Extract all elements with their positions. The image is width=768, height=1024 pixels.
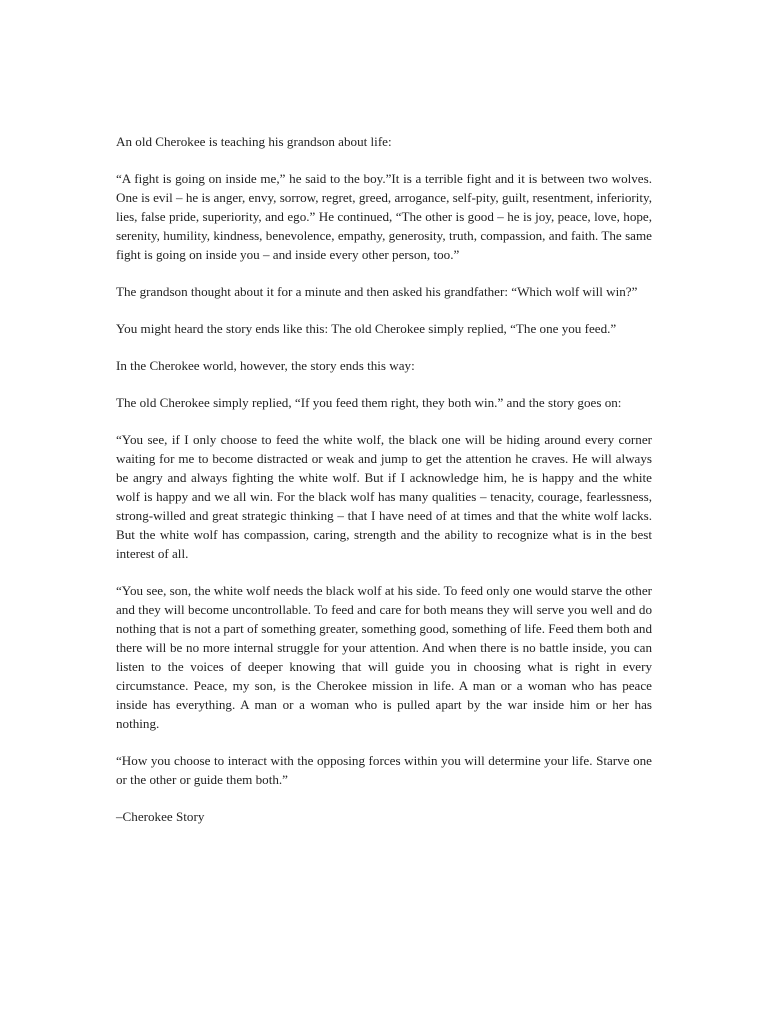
grandson-question-paragraph: The grandson thought about it for a minute and then asked his grandfather: “Which wolf will win?” bbox=[116, 284, 638, 299]
intro-paragraph: An old Cherokee is teaching his grandson about life: bbox=[116, 134, 392, 149]
attribution: –Cherokee Story bbox=[116, 809, 205, 824]
feed-both-paragraph: “You see, son, the white wolf needs the black wolf at his side. To feed only one would starve the other and they will become uncontrollable. To feed and care for both means they will serve you well and do nothing that is not a part of something greater, something good, something of life. Feed them both and there will be no more internal struggle for your attention. And when there is no battle inside, you can listen to the voices of deeper knowing that will guide you in choosing what is right in every circumstance. Peace, my son, is the Cherokee mission in life. A man or a woman who has peace inside has everything. A man or a woman who is pulled apart by the war inside him or her has nothing. bbox=[116, 583, 652, 731]
common-ending-paragraph: You might heard the story ends like this: The old Cherokee simply replied, “The one you feed.” bbox=[116, 321, 617, 336]
choose-interact-paragraph: “How you choose to interact with the opposing forces within you will determine your life. Starve one or the other or guide them both.” bbox=[116, 753, 652, 787]
document-page bbox=[116, 132, 652, 826]
cherokee-world-paragraph: In the Cherokee world, however, the story ends this way: bbox=[116, 358, 415, 373]
white-wolf-black-wolf-paragraph: “You see, if I only choose to feed the white wolf, the black one will be hiding around every corner waiting for me to become distracted or weak and jump to get the attention he craves. He will always be angry and always fighting the white wolf. But if I acknowledge him, he is happy and the white wolf is happy and we all win. For the black wolf has many qualities – tenacity, courage, fearlessness, strong-willed and great strategic thinking – that I have need of at times and that the white wolf lacks. But the white wolf has compassion, caring, strength and the ability to recognize what is in the best interest of all. bbox=[116, 432, 652, 561]
two-wolves-paragraph: “A fight is going on inside me,” he said to the boy.”It is a terrible fight and it is between two wolves. One is evil – he is anger, envy, sorrow, regret, greed, arrogance, self-pity, guilt, resentment, inferiority, lies, false pride, superiority, and ego.” He continued, “The other is good – he is joy, peace, love, hope, serenity, humility, kindness, benevolence, empathy, generosity, truth, compassion, and faith. The same fight is going on inside you – and inside every other person, too.” bbox=[116, 171, 653, 262]
both-win-paragraph: The old Cherokee simply replied, “If you feed them right, they both win.” and the story goes on: bbox=[116, 395, 622, 410]
